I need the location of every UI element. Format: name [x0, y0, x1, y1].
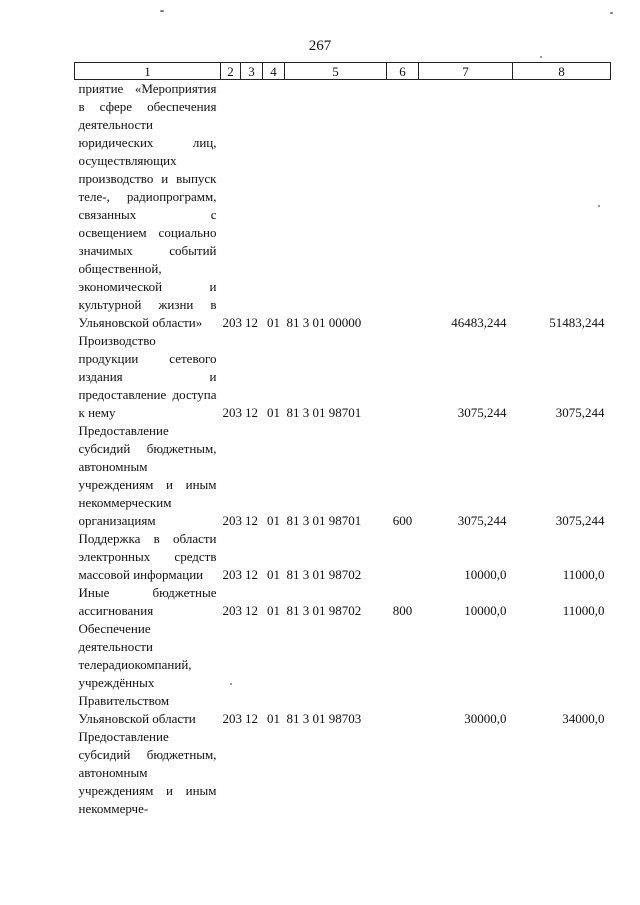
- header-col-5: 5: [285, 63, 387, 80]
- row-col-4: [263, 728, 285, 818]
- row-amount-1: 3075,244: [457, 405, 507, 420]
- row-amount-1: 3075,244: [457, 513, 507, 528]
- row-target-code: [285, 728, 387, 818]
- table-row: [75, 530, 611, 584]
- row-amount-1: 10000,0: [464, 567, 507, 582]
- page-number: 267: [308, 38, 332, 54]
- table-row: [75, 728, 611, 818]
- row-target-code: 81 3 01 98703: [286, 711, 362, 726]
- row-amount-1: 10000,0: [464, 603, 507, 618]
- header-col-1: 1: [75, 63, 221, 80]
- header-col-7: 7: [419, 63, 513, 80]
- row-name: приятие «Мероприятия в сфере обеспечения деятельности юридических лиц, осуществляющих производство и выпуск теле-, радиопрограмм, связанных с освещением социально значимых событий общественной, экономической и культурной жизни в Ульяновской области»: [78, 81, 217, 330]
- header-col-6: 6: [387, 63, 419, 80]
- row-col-2: 203: [222, 405, 242, 420]
- row-amount-2: 3075,244: [555, 405, 605, 420]
- row-expense-type: [387, 620, 419, 728]
- row-amount-2: [513, 728, 611, 818]
- scan-speck: [540, 56, 542, 58]
- row-target-code: 81 3 01 98702: [286, 567, 362, 582]
- row-col-3: 12: [245, 711, 258, 726]
- row-col-2: 203: [222, 603, 242, 618]
- row-col-2: 203: [222, 711, 242, 726]
- row-col-3: 12: [245, 567, 258, 582]
- row-amount-1: 46483,244: [451, 315, 507, 330]
- row-col-3: [241, 728, 263, 818]
- row-name: Поддержка в области электронных средств массовой информации: [78, 531, 217, 582]
- header-col-3: 3: [241, 63, 263, 80]
- row-col-2: 203: [222, 513, 242, 528]
- scan-speck: [610, 12, 613, 14]
- header-col-2: 2: [221, 63, 241, 80]
- row-expense-type: [387, 530, 419, 584]
- header-col-8: 8: [513, 63, 611, 80]
- row-col-4: 01: [267, 513, 280, 528]
- row-target-code: 81 3 01 98701: [286, 513, 362, 528]
- scan-speck: [160, 10, 164, 12]
- row-expense-type: 800: [392, 603, 413, 618]
- table-row: [75, 332, 611, 422]
- budget-table: [74, 62, 611, 818]
- row-col-2: 203: [222, 567, 242, 582]
- scan-speck: [598, 205, 600, 207]
- table-row: [75, 422, 611, 530]
- row-expense-type: [387, 332, 419, 422]
- row-name: Иные бюджетные ассигнования: [78, 585, 217, 618]
- row-expense-type: [387, 80, 419, 333]
- row-col-3: 12: [245, 405, 258, 420]
- header-col-4: 4: [263, 63, 285, 80]
- row-col-4: 01: [267, 567, 280, 582]
- row-col-3: 12: [245, 513, 258, 528]
- row-col-3: 12: [245, 315, 258, 330]
- table-row: [75, 80, 611, 333]
- row-amount-2: 34000,0: [562, 711, 605, 726]
- row-name: Предоставление субсидий бюджетным, автономным учреждениям и иным некоммерческим организациям: [78, 423, 217, 528]
- row-amount-2: 11000,0: [562, 603, 605, 618]
- row-name: Обеспечение деятельности телерадиокомпаний, учреждённых Правительством Ульяновской области: [78, 621, 196, 726]
- row-col-4: 01: [267, 603, 280, 618]
- row-amount-2: 11000,0: [562, 567, 605, 582]
- row-expense-type: 600: [392, 513, 413, 528]
- table-row: [75, 620, 611, 728]
- row-expense-type: [387, 728, 419, 818]
- row-col-4: 01: [267, 711, 280, 726]
- row-col-2: [221, 728, 241, 818]
- row-amount-2: 3075,244: [555, 513, 605, 528]
- row-target-code: 81 3 01 98701: [286, 405, 362, 420]
- table-row: [75, 584, 611, 620]
- row-target-code: 81 3 01 00000: [286, 315, 362, 330]
- row-amount-1: [419, 728, 513, 818]
- row-name: Производство продукции сетевого издания и предоставление доступа к нему: [78, 333, 217, 420]
- table-header-row: [75, 63, 611, 80]
- row-amount-1: 30000,0: [464, 711, 507, 726]
- row-col-4: 01: [267, 405, 280, 420]
- row-name: Предоставление субсидий бюджетным, автономным учреждениям и иным некоммерче-: [78, 729, 217, 816]
- scan-speck: [230, 683, 232, 685]
- row-col-4: 01: [267, 315, 280, 330]
- row-amount-2: 51483,244: [549, 315, 605, 330]
- row-col-2: 203: [222, 315, 242, 330]
- row-col-3: 12: [245, 603, 258, 618]
- row-target-code: 81 3 01 98702: [286, 603, 362, 618]
